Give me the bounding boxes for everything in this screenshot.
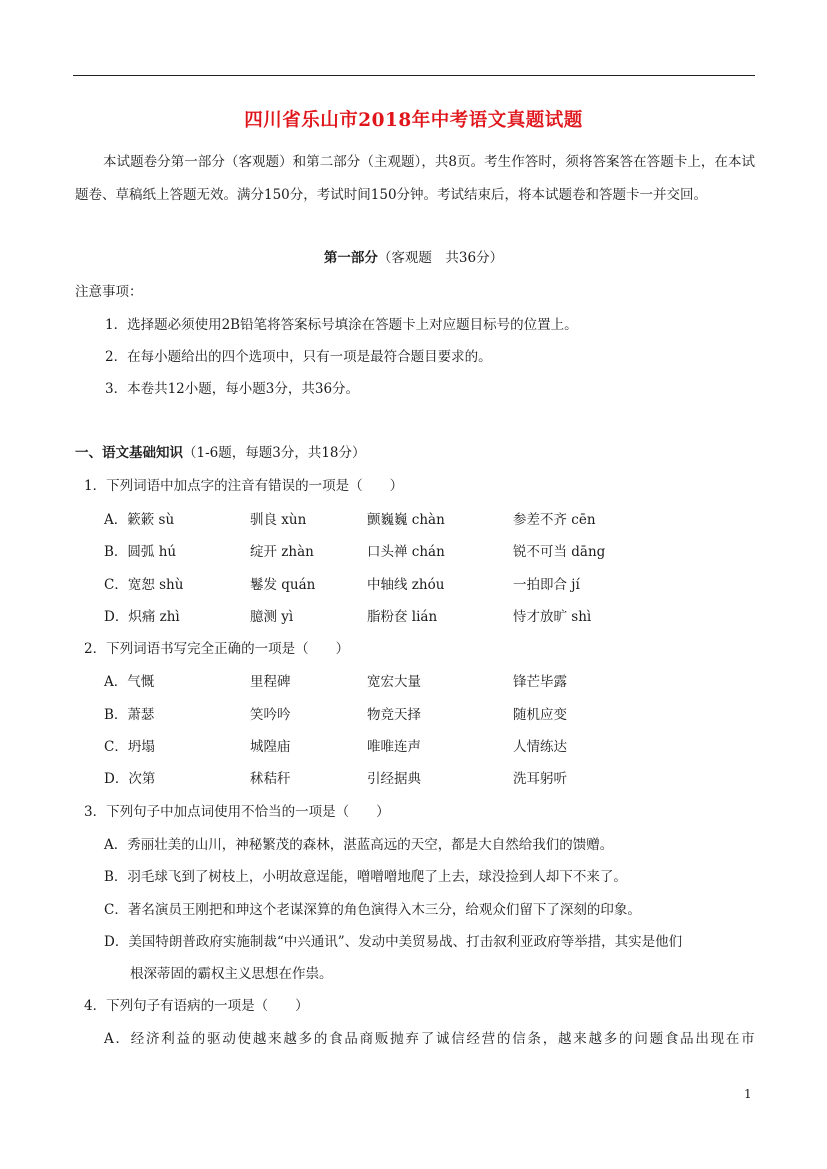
q1-option-b-item: 口头禅 chán (367, 544, 445, 560)
q1-option-c: C．宽恕 shù (104, 577, 184, 593)
question-3-stem: 3．下列句子中加点词使用不恰当的一项是（ ） (84, 804, 390, 820)
q1-option-c-item: 鬈发 quán (250, 577, 316, 593)
q1-option-b-item: 锐不可当 dāng (513, 544, 606, 560)
q1-option-d-item: 脂粉奁 lián (367, 609, 438, 625)
intro-paragraph (75, 146, 755, 211)
q2-option-b: B．萧瑟 (104, 707, 155, 723)
question-2-stem: 2．下列词语书写完全正确的一项是（ ） (84, 641, 350, 657)
notes-heading: 注意事项： (75, 284, 143, 300)
q2-option-b-item: 随机应变 (513, 707, 567, 723)
q2-option-c: C．坍塌 (104, 739, 155, 755)
q2-option-c-item: 人情练达 (513, 739, 567, 755)
q1-option-a-item: 驯良 xùn (250, 512, 307, 528)
q1-option-d-item: 恃才放旷 shì (513, 609, 592, 625)
q3-option-b: B．羽毛球飞到了树枝上，小明故意逞能，噌噌噌地爬了上去，球没捡到人却下不来了。 (104, 869, 627, 885)
q1-option-a-item: 参差不齐 cēn (513, 512, 596, 528)
q2-option-a-item: 锋芒毕露 (513, 674, 567, 690)
q2-option-a-item: 里程碑 (250, 674, 291, 690)
part-heading-rest: （客观题 共36分） (377, 250, 504, 266)
q2-option-a: A．气慨 (104, 674, 155, 690)
document-title: 四川省乐山市2018年中考语文真题试题 (244, 110, 583, 131)
q2-option-c-item: 城隍庙 (250, 739, 291, 755)
q1-option-a-item: 颤巍巍 chàn (367, 512, 445, 528)
q1-option-c-item: 中轴线 zhóu (367, 577, 445, 593)
intro-text: 本试题卷分第一部分（客观题）和第二部分（主观题），共8页。考生作答时，须将答案答在答题卡上，在本试题卷、草稿纸上答题无效。满分150分，考试时间150分钟。考试结束后，将本试题卷和答题卡一并交回。 (75, 154, 755, 203)
question-4-stem: 4．下列句子有语病的一项是（ ） (84, 998, 309, 1014)
q1-option-a: A．簌簌 sù (104, 512, 175, 528)
note-item: 2．在每小题给出的四个选项中，只有一项是最符合题目要求的。 (105, 349, 492, 365)
q2-option-a-item: 宽宏大量 (367, 674, 421, 690)
section-heading-bold: 一、语文基础知识 (75, 445, 183, 461)
header-rule (73, 75, 755, 76)
q3-option-d-continued: 根深蒂固的霸权主义思想在作祟。 (130, 966, 333, 982)
q2-option-c-item: 唯唯连声 (367, 739, 421, 755)
part-heading (0, 246, 827, 266)
q2-option-b-item: 物竞天择 (367, 707, 421, 723)
q1-option-d-item: 臆测 yì (250, 609, 294, 625)
note-item: 3．本卷共12小题，每小题3分，共36分。 (105, 381, 360, 397)
section-heading (75, 441, 366, 461)
q1-option-c-item: 一拍即合 jí (513, 577, 580, 593)
q3-option-d: D．美国特朗普政府实施制裁“中兴通讯”、发动中美贸易战、打击叙利亚政府等举措，其实是他们 (104, 934, 683, 950)
q1-option-d: D．炽痛 zhì (104, 609, 180, 625)
q3-option-c: C．著名演员王刚把和珅这个老谋深算的角色演得入木三分，给观众们留下了深刻的印象。 (104, 902, 641, 918)
q2-option-d-item: 洗耳躬听 (513, 771, 567, 787)
question-1-stem: 1．下列词语中加点字的注音有错误的一项是（ ） (84, 478, 404, 494)
part-heading-bold: 第一部分 (323, 250, 378, 266)
q3-option-a: A．秀丽壮美的山川，神秘繁茂的森林，湛蓝高远的天空，都是大自然给我们的馈赠。 (104, 837, 614, 853)
note-item: 1．选择题必须使用2B铅笔将答案标号填涂在答题卡上对应题目标号的位置上。 (105, 317, 578, 333)
q4-option-a: A．经济利益的驱动使越来越多的食品商贩抛弃了诚信经营的信条，越来越多的问题食品出现在市 (104, 1031, 755, 1047)
q1-option-b: B．圆弧 hú (104, 544, 177, 560)
q1-option-b-item: 绽开 zhàn (250, 544, 314, 560)
page-number: 1 (744, 1087, 752, 1101)
q2-option-d-item: 引经据典 (367, 771, 421, 787)
q2-option-d: D．次第 (104, 771, 156, 787)
q2-option-d-item: 秫秸秆 (250, 771, 291, 787)
q2-option-b-item: 笑吟吟 (250, 707, 291, 723)
section-heading-rest: （1-6题，每题3分，共18分） (183, 445, 366, 461)
